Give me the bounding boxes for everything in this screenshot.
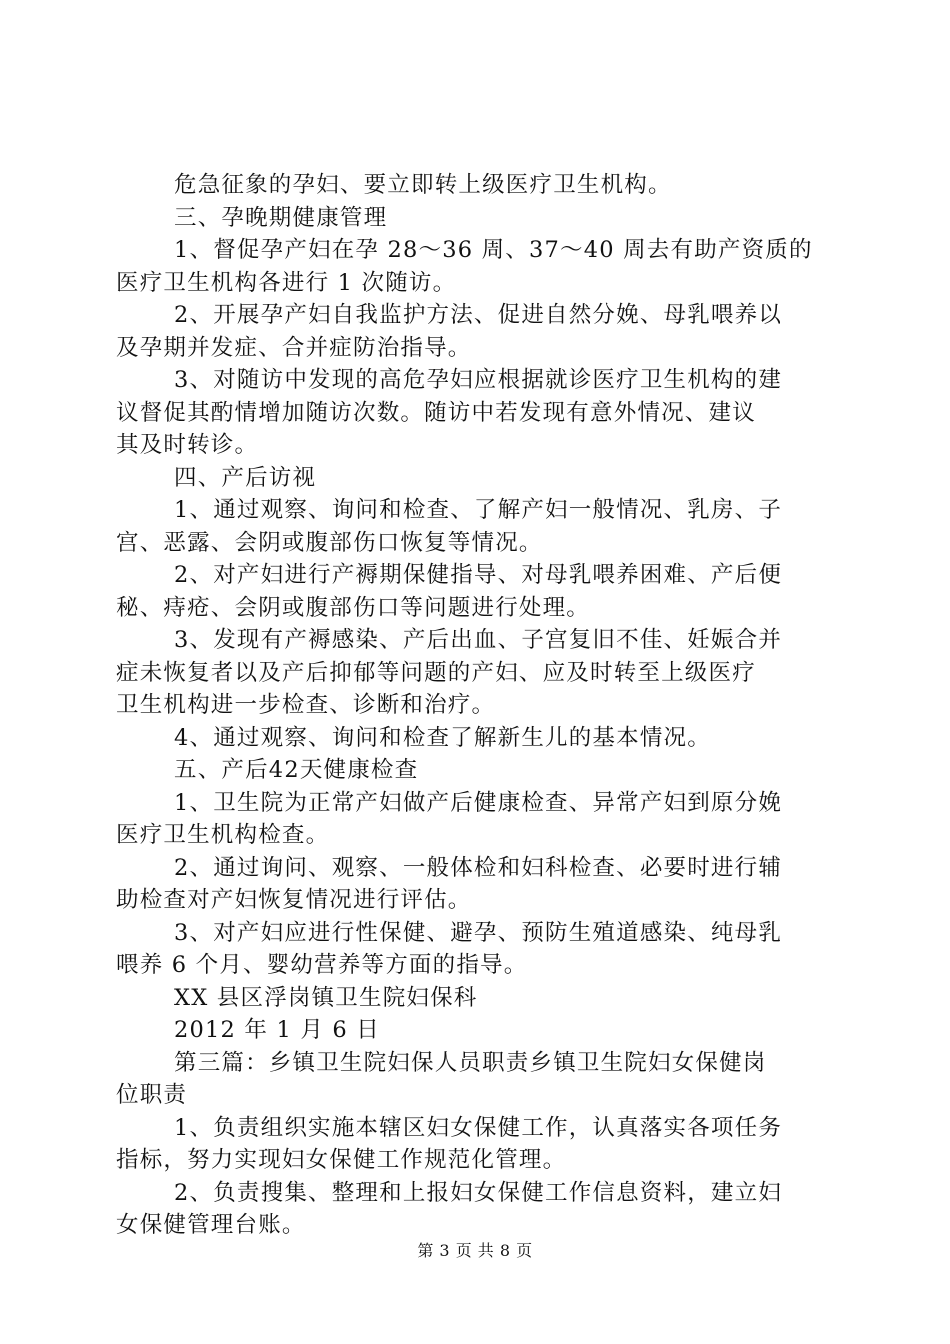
text-line: 三、孕晚期健康管理 xyxy=(174,204,388,231)
text-line: 位职责 xyxy=(116,1082,188,1108)
text-line: 及孕期并发症、合并症防治指导。 xyxy=(116,334,472,361)
text-line: 1、负责组织实施本辖区妇女保健工作，认真落实各项任务 xyxy=(174,1114,783,1141)
text-line: 医疗卫生机构各进行 1 次随访。 xyxy=(116,269,457,296)
text-line: 2、负责搜集、整理和上报妇女保健工作信息资料，建立妇 xyxy=(174,1179,783,1206)
text-line: 喂养 6 个月、婴幼营养等方面的指导。 xyxy=(116,952,528,978)
text-line: 指标，努力实现妇女保健工作规范化管理。 xyxy=(116,1147,567,1173)
text-line: XX 县区浮岗镇卫生院妇保科 xyxy=(174,984,478,1011)
text-line: 4、通过观察、询问和检查了解新生儿的基本情况。 xyxy=(174,724,711,751)
text-line: 宫、恶露、会阴或腹部伤口恢复等情况。 xyxy=(116,529,543,556)
text-line: 其及时转诊。 xyxy=(116,432,259,458)
text-line: 女保健管理台账。 xyxy=(116,1212,306,1238)
text-line: 3、对随访中发现的高危孕妇应根据就诊医疗卫生机构的建 xyxy=(174,367,783,393)
text-line: 1、通过观察、询问和检查、了解产妇一般情况、乳房、子 xyxy=(174,497,783,523)
text-line: 第三篇：乡镇卫生院妇保人员职责乡镇卫生院妇女保健岗 xyxy=(174,1049,767,1076)
text-line: 卫生机构进一步检查、诊断和治疗。 xyxy=(116,692,496,718)
text-line: 症未恢复者以及产后抑郁等问题的产妇、应及时转至上级医疗 xyxy=(116,659,756,686)
text-line: 2012 年 1 月 6 日 xyxy=(174,1017,380,1043)
text-line: 秘、痔疮、会阴或腹部伤口等问题进行处理。 xyxy=(116,594,591,621)
text-line: 3、发现有产褥感染、产后出血、子宫复旧不佳、妊娠合并 xyxy=(174,627,783,653)
text-line: 医疗卫生机构检查。 xyxy=(116,822,330,848)
text-line: 助检查对产妇恢复情况进行评估。 xyxy=(116,887,472,913)
text-line: 危急征象的孕妇、要立即转上级医疗卫生机构。 xyxy=(174,172,672,198)
page-footer: 第 3 页 共 8 页 xyxy=(417,1241,533,1260)
document-body xyxy=(116,169,832,1242)
text-line: 四、产后访视 xyxy=(174,464,317,491)
text-line: 1、督促孕产妇在孕 28～36 周、37～40 周去有助产资质的 xyxy=(174,237,813,263)
text-line: 五、产后42天健康检查 xyxy=(174,757,419,783)
text-line: 1、卫生院为正常产妇做产后健康检查、异常产妇到原分娩 xyxy=(174,789,783,816)
text-line: 3、对产妇应进行性保健、避孕、预防生殖道感染、纯母乳 xyxy=(174,919,783,946)
text-line: 2、开展孕产妇自我监护方法、促进自然分娩、母乳喂养以 xyxy=(174,302,783,328)
text-line: 2、通过询问、观察、一般体检和妇科检查、必要时进行辅 xyxy=(174,854,783,881)
text-line: 2、对产妇进行产褥期保健指导、对母乳喂养困难、产后便 xyxy=(174,562,783,588)
text-line: 议督促其酌情增加随访次数。随访中若发现有意外情况、建议 xyxy=(116,399,756,426)
